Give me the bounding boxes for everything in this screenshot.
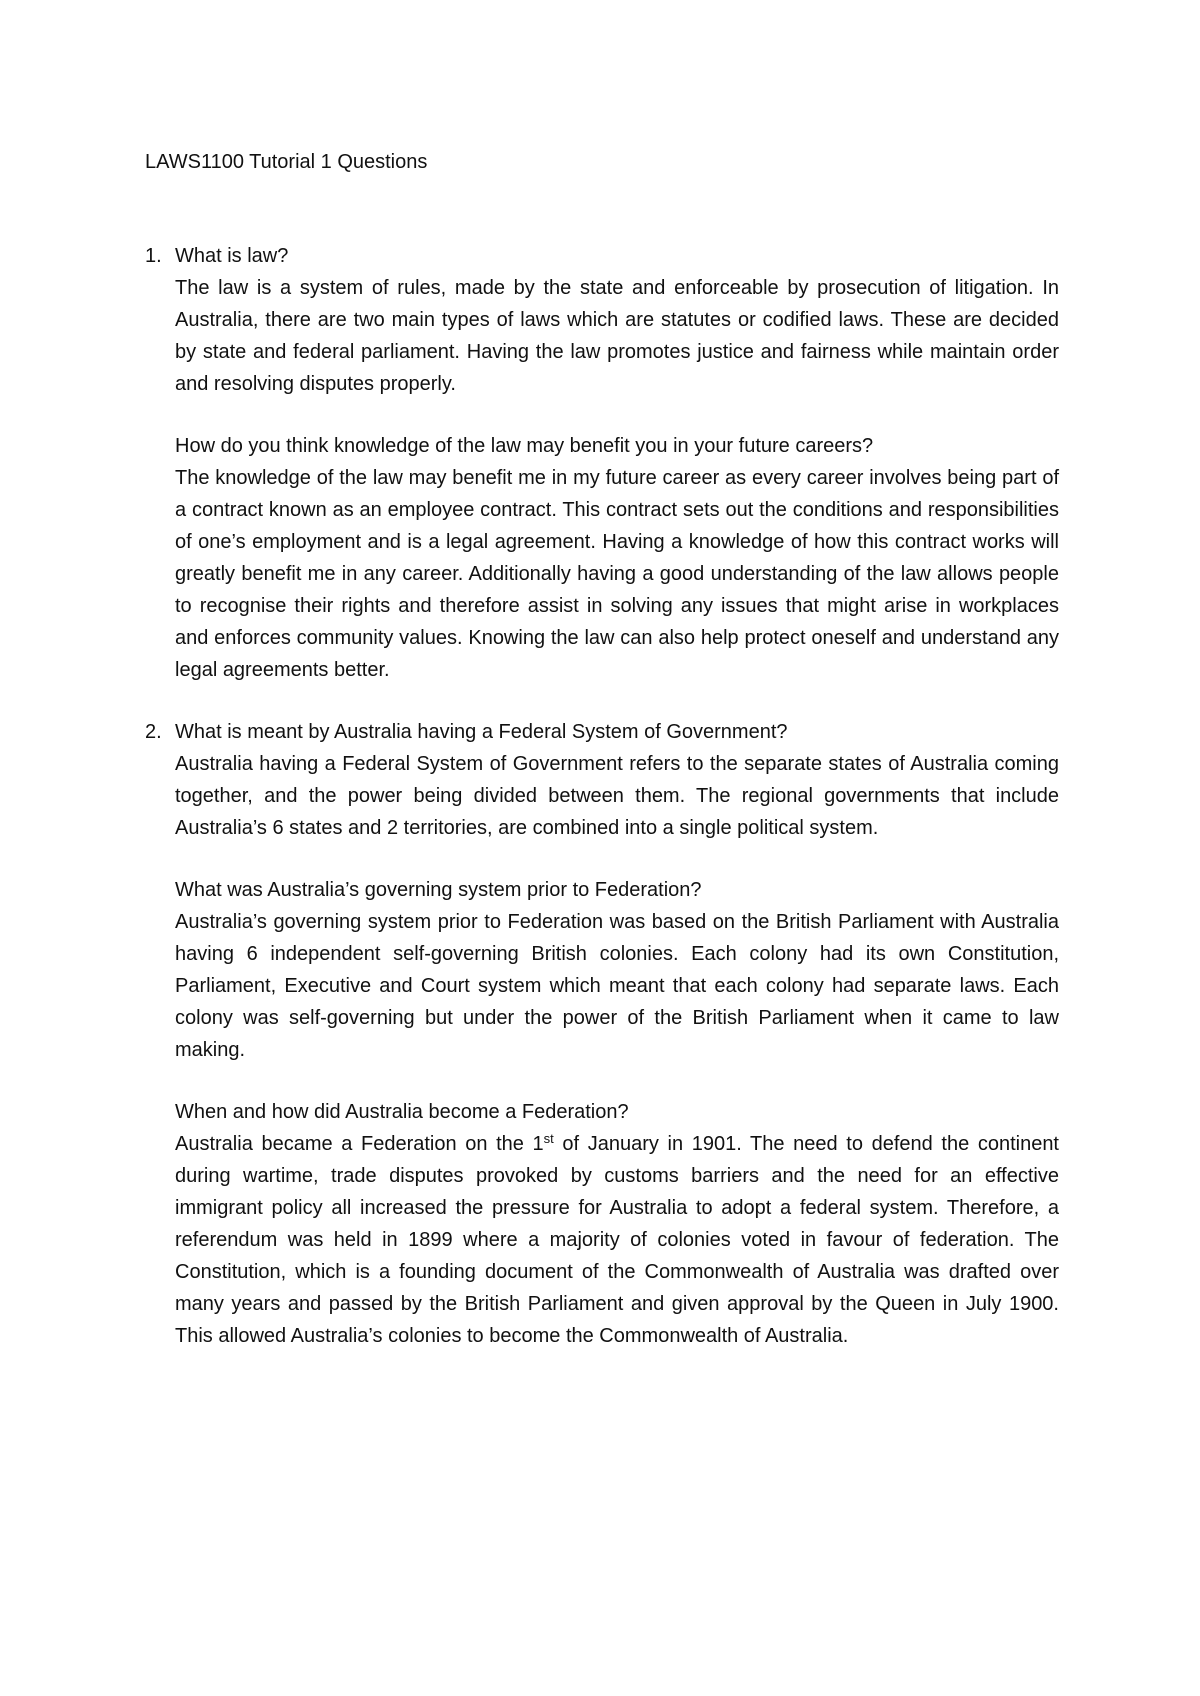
question-list	[145, 240, 1059, 1352]
ordinal-suffix: st	[543, 1131, 554, 1146]
answer-text-end: of January in 1901. The need to defend the continent during wartime, trade disputes provoked by customs barriers and the need for an effective immigrant policy all increased the pressure for Australia to adopt a federal system. Therefore, a referendum was held in 1899 where a majority of colonies voted in favour of federation. The Constitution, which is a founding document of the Commonwealth of Australia was drafted over many years and passed by the British Parliament and given approval by the Queen in July 1900. This allowed Australia’s colonies to become the Commonwealth of Australia.	[175, 1133, 1059, 1347]
answer-text-start: Australia became a Federation on the 1	[175, 1133, 544, 1155]
question-item	[145, 240, 1059, 686]
question-number: 2.	[145, 721, 162, 743]
sub-answer-paragraph: Australia’s governing system prior to Federation was based on the British Parliament with Australia having 6 independent self-governing British colonies. Each colony had its own Constitution, Parliament, Executive and Court system which meant that each colony had separate laws. Each colony was self-governing but under the power of the British Parliament when it came to law making.	[175, 911, 1059, 1061]
sub-answer-paragraph-2	[175, 1128, 1059, 1352]
question-item	[145, 716, 1059, 1352]
question-number: 1.	[145, 245, 162, 267]
document-title: LAWS1100 Tutorial 1 Questions	[145, 151, 428, 173]
sub-question-prompt-2: When and how did Australia become a Federation?	[175, 1101, 629, 1123]
question-prompt: What is law?	[175, 245, 289, 267]
answer-paragraph: Australia having a Federal System of Government refers to the separate states of Australia coming together, and the power being divided between them. The regional governments that include Australia’s 6 states and 2 territories, are combined into a single political system.	[175, 753, 1059, 839]
question-prompt: What is meant by Australia having a Federal System of Government?	[175, 721, 788, 743]
sub-answer-paragraph: The knowledge of the law may benefit me in my future career as every career involves being part of a contract known as an employee contract. This contract sets out the conditions and responsibilities of one’s employment and is a legal agreement. Having a knowledge of how this contract works will greatly benefit me in any career. Additionally having a good understanding of the law allows people to recognise their rights and therefore assist in solving any issues that might arise in workplaces and enforces community values. Knowing the law can also help protect oneself and understand any legal agreements better.	[175, 467, 1059, 681]
sub-question-prompt: How do you think knowledge of the law may benefit you in your future careers?	[175, 435, 874, 457]
answer-paragraph: The law is a system of rules, made by the state and enforceable by prosecution of litigation. In Australia, there are two main types of laws which are statutes or codified laws. These are decided by state and federal parliament. Having the law promotes justice and fairness while maintain order and resolving disputes properly.	[175, 277, 1059, 395]
sub-question-prompt: What was Australia’s governing system prior to Federation?	[175, 879, 702, 901]
